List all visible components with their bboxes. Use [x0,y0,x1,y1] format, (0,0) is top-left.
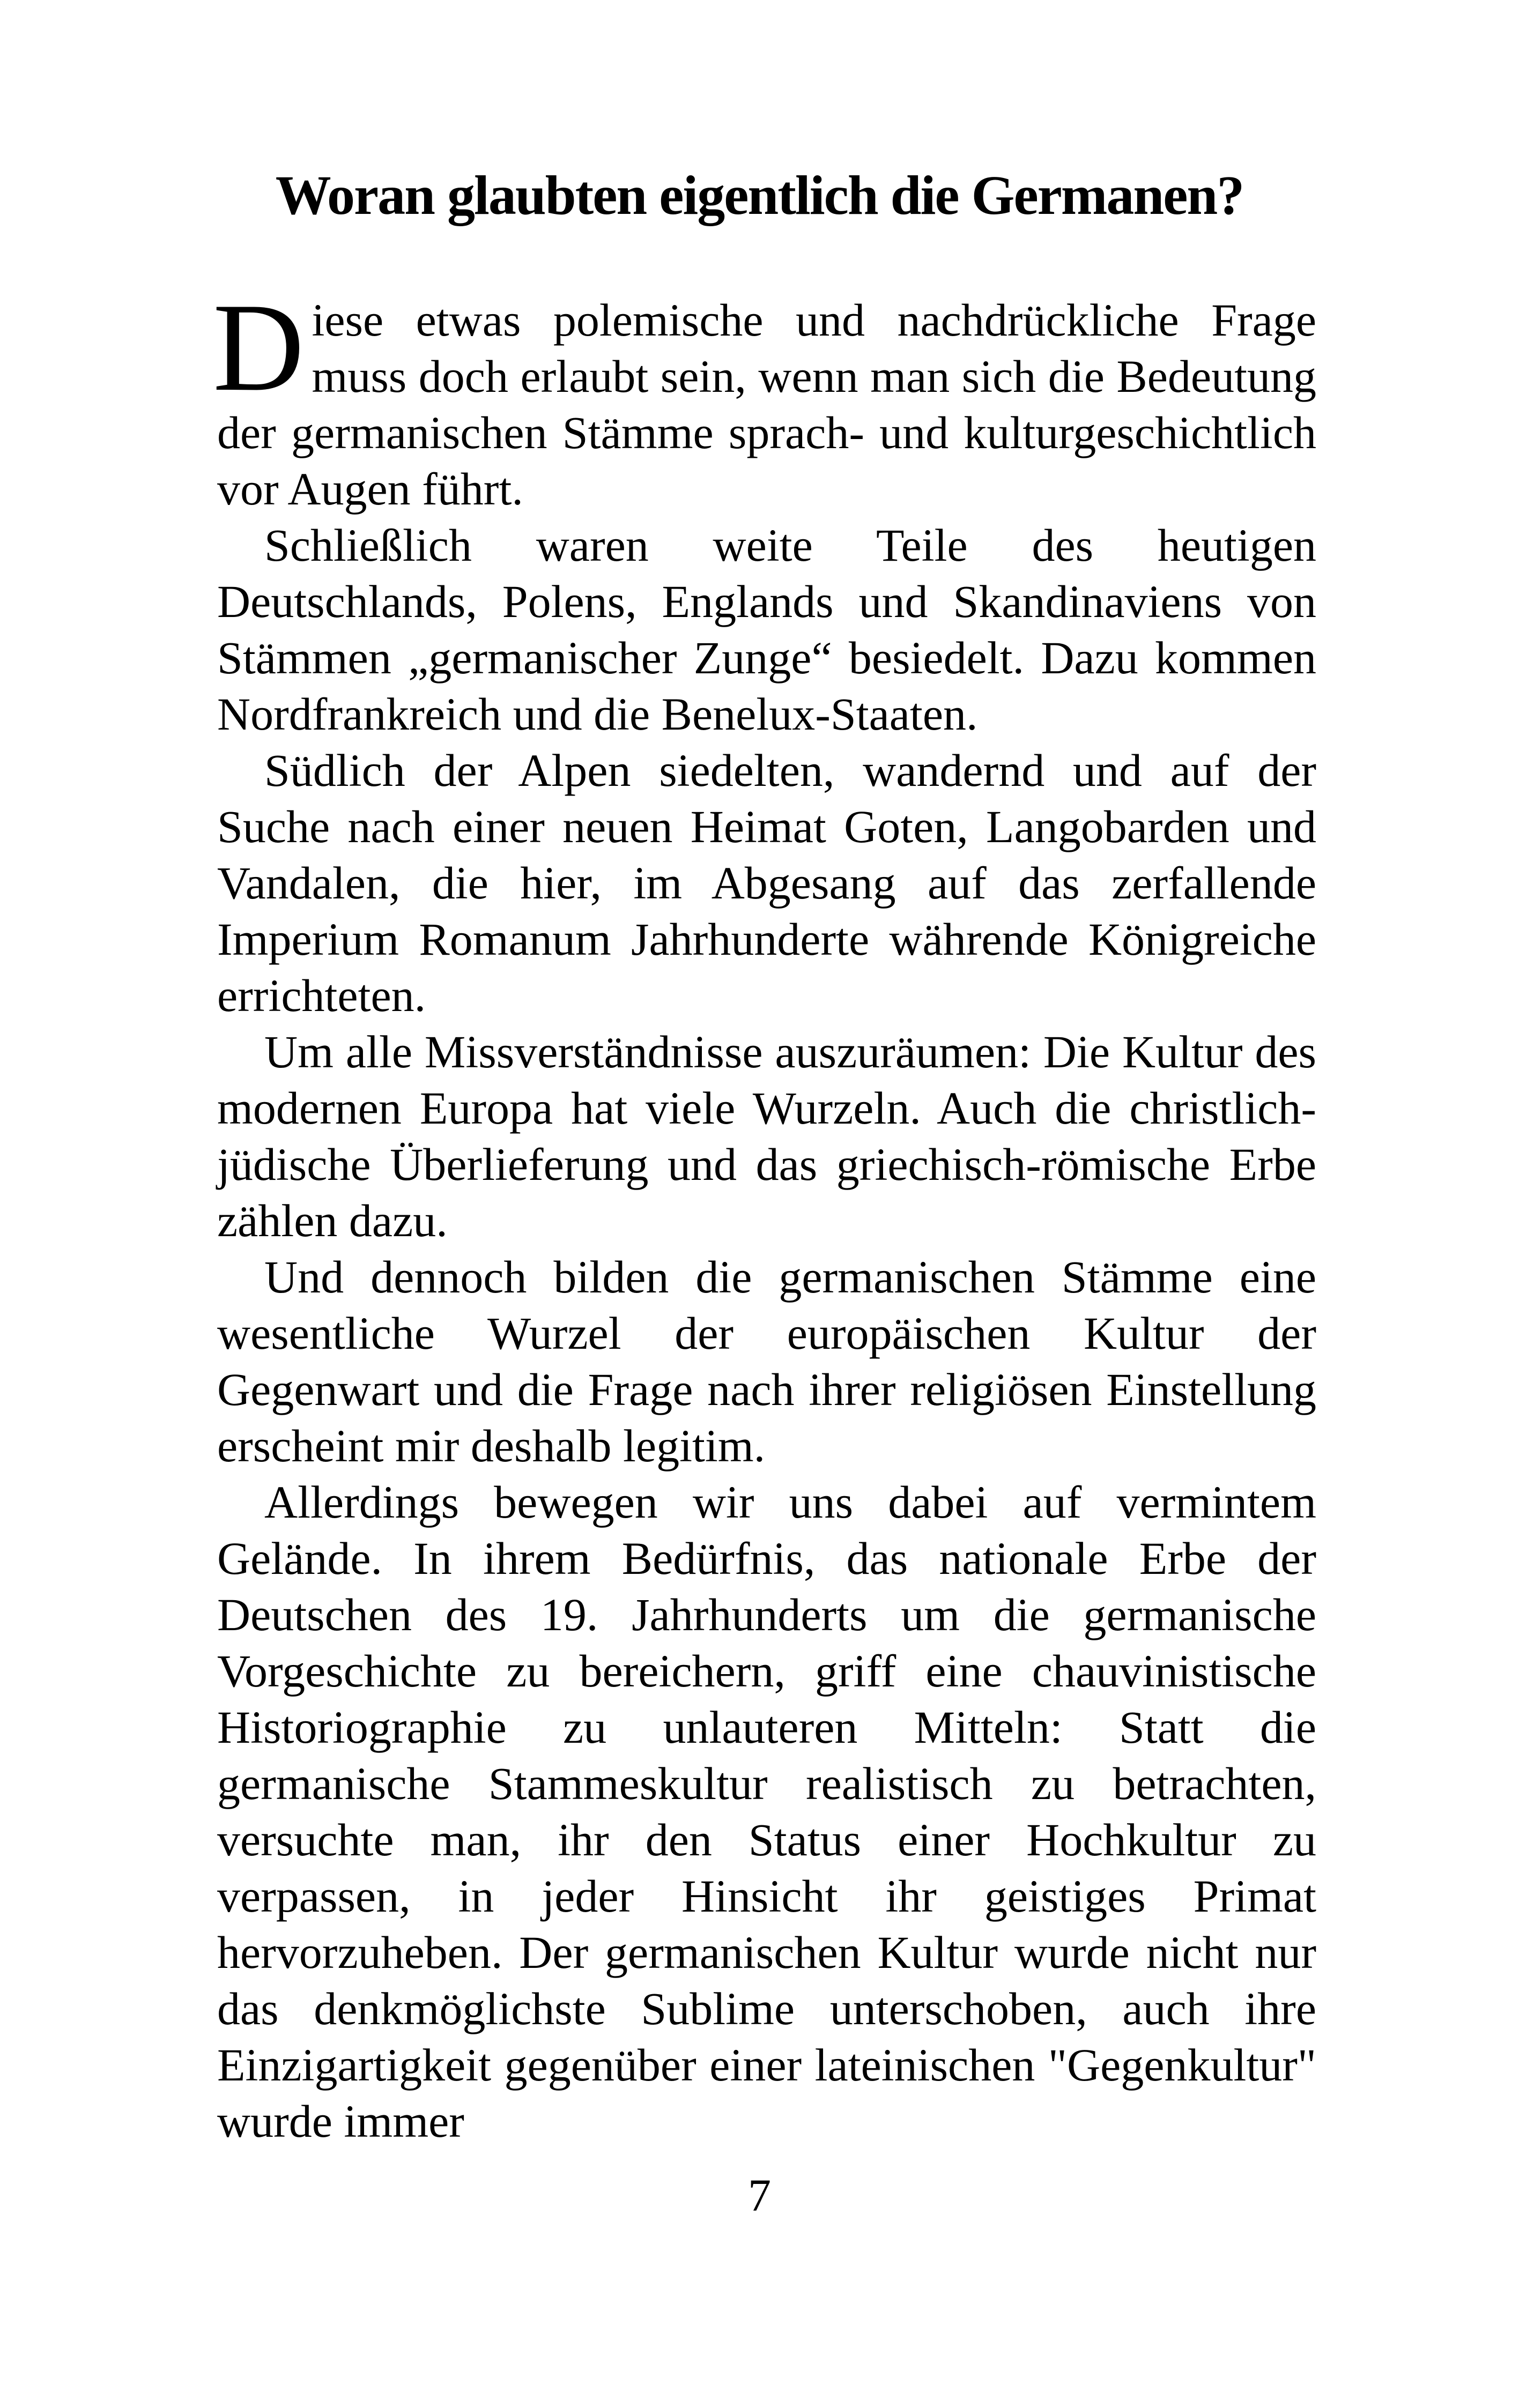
paragraph-4: Um alle Missverständnisse auszuräumen: Die Kultur des modernen Europa hat viele Wurzeln. Auch die christlich-jüdische Überlieferung und das griechisch-römische Erbe zählen dazu. [217,1026,1316,1246]
paragraph-3: Südlich der Alpen siedelten, wandernd und auf der Suche nach einer neuen Heimat Goten, Langobarden und Vandalen, die hier, im Abgesang auf das zerfallende Imperium Romanum Jahrhunderte währende Königreiche errichteten. [217,745,1316,1021]
body-text [213,278,1316,2150]
drop-cap: D [213,278,305,418]
paragraph-2: Schließlich waren weite Teile des heutigen Deutschlands, Polens, Englands und Skandinaviens von Stämmen „germanischer Zunge“ besiedelt. Dazu kommen Nordfrankreich und die Benelux-Staaten. [217,519,1316,740]
chapter-title: Woran glaubten eigentlich die Germanen? [275,165,1244,226]
paragraph-1-text: iese etwas polemische und nachdrückliche Frage muss doch erlaubt sein, wenn man sich die Bedeutung der germanischen Stämme sprach- und kulturgeschichtlich vor Augen führt. [217,294,1316,515]
paragraph-6: Allerdings bewegen wir uns dabei auf vermintem Gelände. In ihrem Bedürfnis, das nationale Erbe der Deutschen des 19. Jahrhunderts um die germanische Vorgeschichte zu bereichern, griff eine chauvinistische Historiographie zu unlauteren Mitteln: Statt die germanische Stammeskultur realistisch zu betrachten, versuchte man, ihr den Status einer Hochkultur zu verpassen, in jeder Hinsicht ihr geistiges Primat hervorzuheben. Der germanischen Kultur wurde nicht nur das denkmöglichste Sublime unterschoben, auch ihre Einzigartigkeit gegenüber einer lateinischen "Gegenkultur" wurde immer [217,1476,1316,2147]
paragraph-5: Und dennoch bilden die germanischen Stämme eine wesentliche Wurzel der europäischen Kultur der Gegenwart und die Frage nach ihrer religiösen Einstellung erscheint mir deshalb legitim. [217,1251,1316,1471]
paragraph-1 [213,278,1316,517]
page-number: 7 [748,2169,771,2221]
